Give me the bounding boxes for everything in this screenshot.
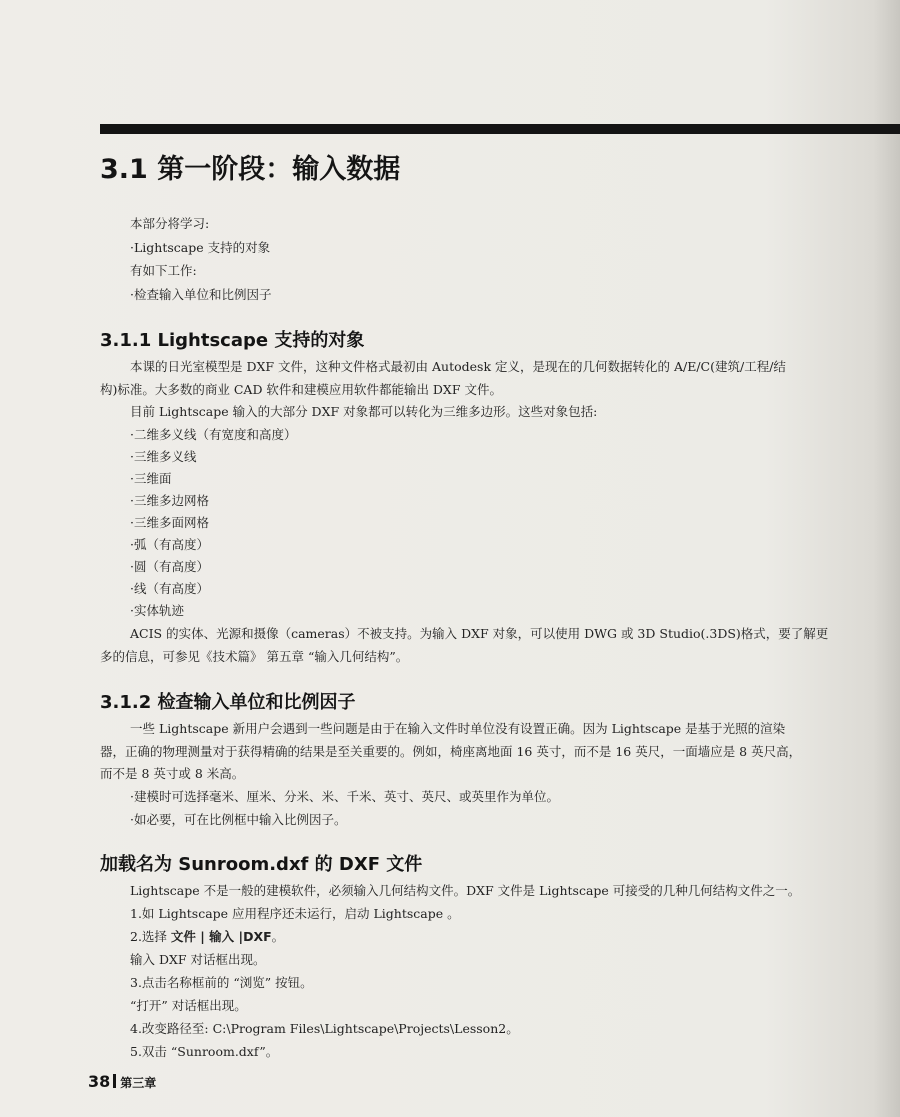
list-item: ·三维多义线 bbox=[130, 449, 197, 464]
body-line: 多的信息，可参见《技术篇》 第五章 “输入几何结构”。 bbox=[100, 649, 409, 664]
step-4: 4.改变路径至: C:\Program Files\Lightscape\Projects\Lesson2。 bbox=[130, 1021, 519, 1036]
section-heading-3-1-2: 3.1.2 检查输入单位和比例因子 bbox=[100, 692, 356, 713]
footer-divider bbox=[113, 1074, 116, 1088]
body-line: 而不是 8 英寸或 8 米高。 bbox=[100, 766, 245, 781]
step-5: 5.双击 “Sunroom.dxf”。 bbox=[130, 1044, 279, 1059]
page-number: 38 bbox=[88, 1072, 111, 1091]
list-item: ·三维多边网格 bbox=[130, 493, 209, 508]
step-3: 3.点击名称框前的 “浏览” 按钮。 bbox=[130, 975, 313, 990]
list-item: ·弧（有高度） bbox=[130, 537, 209, 552]
list-item: ·三维面 bbox=[130, 471, 172, 486]
chapter-label: 第三章 bbox=[120, 1076, 157, 1090]
list-item: ·实体轨迹 bbox=[130, 603, 184, 618]
page-footer bbox=[88, 1072, 156, 1091]
list-item: ·二维多义线（有宽度和高度） bbox=[130, 427, 297, 442]
section-heading-load-dxf: 加载名为 Sunroom.dxf 的 DXF 文件 bbox=[100, 854, 423, 875]
step-1: 1.如 Lightscape 应用程序还未运行，启动 Lightscape 。 bbox=[130, 906, 460, 921]
body-line: Lightscape 不是一般的建模软件，必须输入几何结构文件。DXF 文件是 Lightscape 可接受的几种几何结构文件之一。 bbox=[130, 883, 801, 898]
section-heading-3-1-1: 3.1.1 Lightscape 支持的对象 bbox=[100, 330, 365, 351]
body-line: 目前 Lightscape 输入的大部分 DXF 对象都可以转化为三维多边形。这些对象包括: bbox=[130, 404, 598, 419]
body-line: 本课的日光室模型是 DXF 文件，这种文件格式最初由 Autodesk 定义，是现在的几何数据转化的 A/E/C(建筑/工程/结 bbox=[130, 359, 786, 374]
step-2-suffix: 。 bbox=[271, 929, 285, 944]
list-item: ·圆（有高度） bbox=[130, 559, 209, 574]
step-2-prefix: 2.选择 bbox=[130, 929, 171, 944]
body-line: ACIS 的实体、光源和摄像（cameras）不被支持。为输入 DXF 对象，可以使用 DWG 或 3D Studio(.3DS)格式，要了解更 bbox=[130, 626, 829, 641]
intro-line: ·Lightscape 支持的对象 bbox=[130, 240, 271, 255]
step-3-note: “打开” 对话框出现。 bbox=[130, 998, 247, 1013]
header-rule bbox=[100, 124, 900, 134]
intro-line: 有如下工作: bbox=[130, 263, 197, 278]
menu-path: 文件 | 输入 |DXF bbox=[170, 929, 272, 944]
step-2 bbox=[130, 926, 284, 948]
body-line: 一些 Lightscape 新用户会遇到一些问题是由于在输入文件时单位没有设置正确。因为 Lightscape 是基于光照的渲染 bbox=[130, 721, 786, 736]
list-item: ·三维多面网格 bbox=[130, 515, 209, 530]
section-title: 3.1 第一阶段：输入数据 bbox=[100, 154, 401, 185]
body-line: 构)标准。大多数的商业 CAD 软件和建模应用软件都能输出 DXF 文件。 bbox=[100, 382, 502, 397]
list-item: ·建模时可选择毫米、厘米、分米、米、千米、英寸、英尺、或英里作为单位。 bbox=[130, 789, 559, 804]
list-item: ·线（有高度） bbox=[130, 581, 209, 596]
body-line: 器，正确的物理测量对于获得精确的结果是至关重要的。例如，椅座离地面 16 英寸，而不是 16 英尺，一面墙应是 8 英尺高， bbox=[100, 744, 802, 759]
step-2-note: 输入 DXF 对话框出现。 bbox=[130, 952, 266, 967]
intro-line: ·检查输入单位和比例因子 bbox=[130, 287, 272, 302]
list-item: ·如必要，可在比例框中输入比例因子。 bbox=[130, 812, 347, 827]
intro-line: 本部分将学习: bbox=[130, 216, 210, 231]
